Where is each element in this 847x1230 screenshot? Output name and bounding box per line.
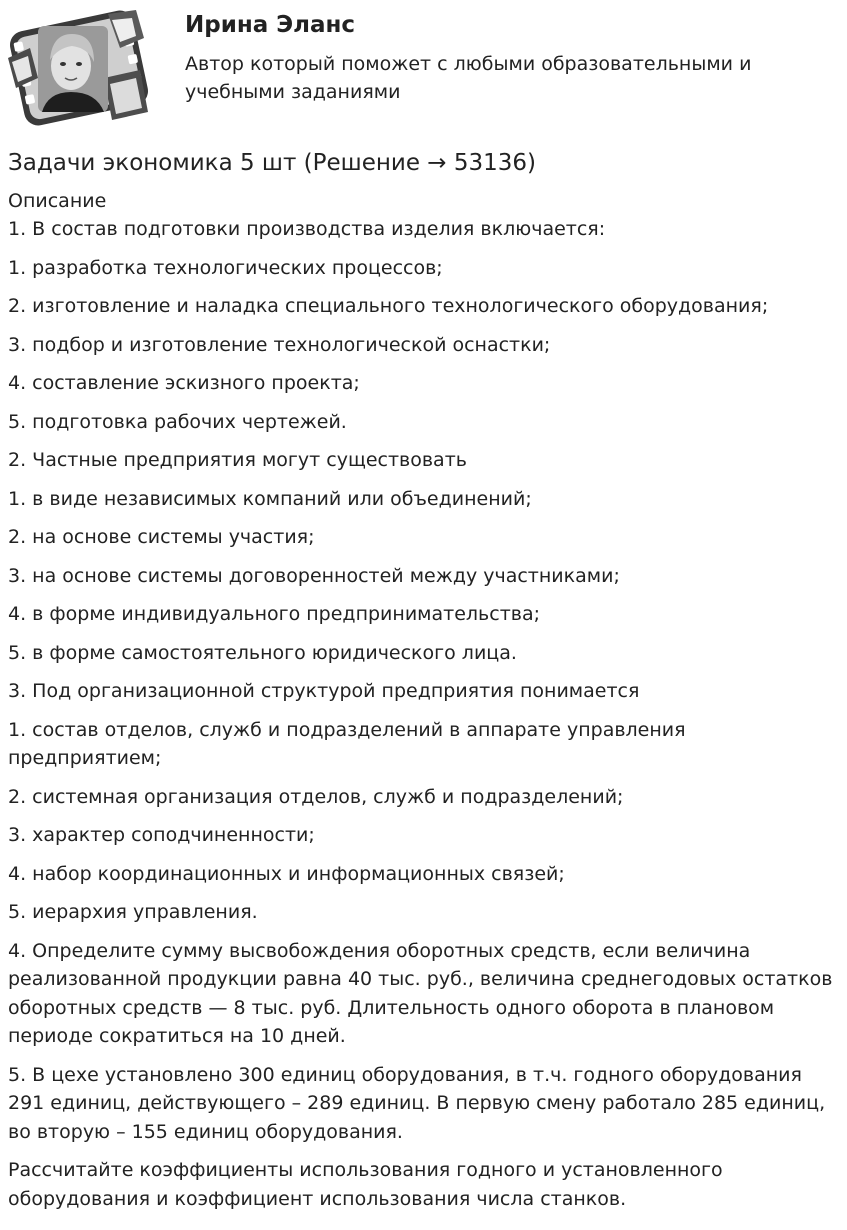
paragraph: 2. изготовление и наладка специального технологического оборудования; (8, 295, 769, 317)
paragraph: 1. В состав подготовки производства изделия включается: (8, 218, 606, 240)
paragraph: 5. В цехе установлено 300 единиц оборудования, в т.ч. годного оборудования 291 единиц, действующего – 289 единиц. В первую смену работало 285 единиц, во вторую – 155 единиц оборудования. (8, 1063, 826, 1143)
paragraph: 1. состав отделов, служб и подразделений в аппарате управления предприятием; (8, 718, 686, 769)
paragraph: 2. на основе системы участия; (8, 526, 315, 548)
author-avatar (8, 8, 150, 128)
paragraph: 1. разработка технологических процессов; (8, 256, 443, 279)
author-card (8, 8, 839, 128)
description-content (8, 215, 838, 1223)
paragraph: 3. на основе системы договоренностей между участниками; (8, 564, 620, 587)
paragraph: 5. подготовка рабочих чертежей. (8, 410, 347, 433)
paragraph: 4. в форме индивидуального предпринимательства; (8, 603, 540, 625)
paragraph: 2. Частные предприятия могут существовать (8, 449, 467, 471)
page-title: Задачи экономика 5 шт (Решение → 53136) (8, 150, 537, 176)
paragraph: 5. иерархия управления. (8, 901, 258, 923)
paragraph: 5. в форме самостоятельного юридического лица. (8, 641, 517, 664)
paragraph: 2. системная организация отделов, служб и подразделений; (8, 785, 624, 808)
paragraph: 4. набор координационных и информационных связей; (8, 862, 565, 885)
paragraph: 3. Под организационной структурой предприятия понимается (8, 680, 640, 702)
paragraph: 1. в виде независимых компаний или объединений; (8, 487, 532, 510)
description-label: Описание (8, 190, 107, 212)
paragraph: Рассчитайте коэффициенты использования годного и установленного оборудования и коэффициент использования числа станков. (8, 1159, 723, 1210)
paragraph: 4. составление эскизного проекта; (8, 372, 360, 394)
author-name[interactable]: Ирина Эланс (185, 12, 356, 38)
paragraph: 3. подбор и изготовление технологической оснастки; (8, 333, 551, 356)
author-description: Автор который поможет с любыми образовательными и учебными заданиями (185, 53, 752, 103)
paragraph: 3. характер соподчиненности; (8, 824, 315, 846)
paragraph: 4. Определите сумму высвобождения оборотных средств, если величина реализованной продукции равна 40 тыс. руб., величина среднегодовых остатков оборотных средств — 8 тыс. руб. Длительность одного оборота в плановом периоде сократиться на 10 дней. (8, 939, 833, 1047)
